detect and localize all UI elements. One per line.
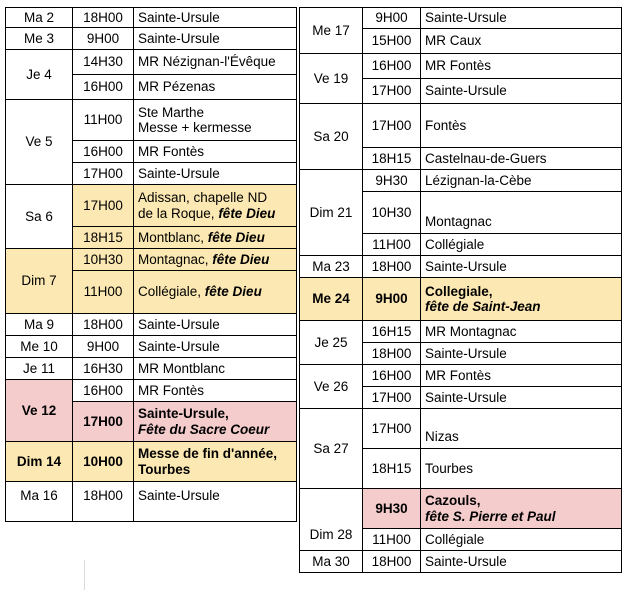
place-cell: Sainte-Ursule [134, 482, 297, 522]
time-cell: 18H00 [363, 343, 421, 365]
time-cell: 18H00 [73, 482, 134, 522]
day-cell: Ve 5 [6, 100, 73, 185]
place-cell: Sainte-Ursule [134, 314, 297, 336]
place-cell [421, 489, 622, 529]
place-cell: Collégiale [421, 529, 622, 551]
time-cell: 9H30 [363, 489, 421, 529]
place-cell: MR Montblanc [134, 358, 297, 380]
time-cell: 11H00 [363, 529, 421, 551]
place-prefix: Montagnac, [138, 251, 213, 267]
time-cell: 18H15 [363, 148, 421, 170]
time-cell: 9H00 [363, 8, 421, 29]
place-line: Collegiale, [425, 283, 493, 299]
place-cell: MR Pézenas [134, 75, 297, 100]
place-prefix: Collégiale, [138, 284, 205, 300]
feast-label: fête Dieu [212, 251, 270, 267]
day-cell: Ma 2 [6, 8, 73, 28]
place-cell: Sainte-Ursule [134, 163, 297, 185]
time-cell: 16H00 [73, 75, 134, 100]
feast-label: fête S. Pierre et Paul [425, 508, 556, 524]
place-cell: Sainte-Ursule [421, 256, 622, 278]
time-cell: 9H00 [73, 28, 134, 50]
time-cell: 18H00 [73, 8, 134, 28]
day-cell: Je 11 [6, 358, 73, 380]
place-line: Messe + kermesse [138, 120, 252, 135]
place-cell: MR Nézignan-l'Évêque [134, 50, 297, 75]
day-cell: Dim 21 [300, 170, 363, 256]
place-cell: MR Caux [421, 29, 622, 54]
place-cell: Sainte-Ursule [421, 387, 622, 409]
feast-label: Fête du Sacre Coeur [138, 421, 270, 437]
place-cell: Collégiale [421, 234, 622, 256]
day-cell: Ma 23 [300, 256, 363, 278]
place-cell [134, 185, 297, 227]
place-cell [134, 249, 297, 271]
time-cell: 17H00 [363, 104, 421, 148]
day-cell: Dim 28 [300, 489, 363, 551]
time-cell: 14H30 [73, 50, 134, 75]
place-cell [134, 402, 297, 442]
place-line: Sainte-Ursule, [138, 406, 229, 422]
time-cell: 18H00 [73, 314, 134, 336]
time-cell: 11H00 [73, 271, 134, 314]
place-cell: MR Fontès [421, 54, 622, 79]
schedule-table-left [5, 7, 297, 522]
day-cell: Ma 30 [300, 551, 363, 573]
day-cell: Dim 7 [6, 249, 73, 314]
place-cell: MR Fontès [421, 365, 622, 387]
time-cell: 17H00 [363, 409, 421, 449]
place-line: Cazouls, [425, 493, 481, 509]
place-cell [134, 227, 297, 249]
place-cell: Lézignan-la-Cèbe [421, 170, 622, 192]
schedule-table-right [299, 7, 622, 573]
place-cell: Montagnac [421, 192, 622, 234]
place-cell: Sainte-Ursule [421, 343, 622, 365]
time-cell: 18H00 [363, 256, 421, 278]
feast-label: fête de Saint-Jean [425, 299, 541, 314]
place-cell: MR Fontès [134, 380, 297, 402]
place-cell: Sainte-Ursule [134, 28, 297, 50]
day-cell: Je 25 [300, 321, 363, 365]
place-cell: Nizas [421, 409, 622, 449]
page-divider-line [84, 560, 85, 590]
time-cell: 18H15 [363, 449, 421, 489]
time-cell: 16H00 [363, 54, 421, 79]
place-cell: Sainte-Ursule [134, 8, 297, 28]
place-cell [134, 442, 297, 482]
day-cell: Me 17 [300, 8, 363, 54]
day-cell: Me 10 [6, 336, 73, 358]
place-cell: Sainte-Ursule [421, 551, 622, 573]
day-cell: Sa 20 [300, 104, 363, 170]
day-cell: Dim 14 [6, 442, 73, 482]
place-cell [421, 278, 622, 321]
place-cell: Sainte-Ursule [421, 8, 622, 29]
time-cell: 9H00 [363, 278, 421, 321]
time-cell: 10H30 [363, 192, 421, 234]
place-cell: MR Fontès [134, 141, 297, 163]
feast-label: fête Dieu [207, 229, 265, 245]
place-cell: MR Montagnac [421, 321, 622, 343]
day-cell: Ve 19 [300, 54, 363, 104]
feast-label: fête Dieu [218, 205, 276, 221]
time-cell: 15H00 [363, 29, 421, 54]
time-cell: 16H15 [363, 321, 421, 343]
time-cell: 16H00 [363, 365, 421, 387]
time-cell: 11H00 [363, 234, 421, 256]
place-prefix: de la Roque, [138, 205, 219, 221]
time-cell: 17H00 [73, 402, 134, 442]
day-cell: Ve 26 [300, 365, 363, 409]
place-cell: Tourbes [421, 449, 622, 489]
place-line: Tourbes [138, 461, 191, 477]
time-cell: 17H00 [73, 163, 134, 185]
place-line [138, 206, 292, 221]
day-cell: Je 4 [6, 50, 73, 100]
time-cell: 9H30 [363, 170, 421, 192]
day-cell: Ma 9 [6, 314, 73, 336]
place-line: Ste Marthe [138, 104, 205, 120]
place-cell: Fontès [421, 104, 622, 148]
feast-label: fête Dieu [204, 284, 262, 300]
time-cell: 16H30 [73, 358, 134, 380]
time-cell: 17H00 [363, 79, 421, 104]
time-cell: 10H00 [73, 442, 134, 482]
day-cell: Sa 6 [6, 185, 73, 249]
place-cell: Sainte-Ursule [421, 79, 622, 104]
time-cell: 16H00 [73, 141, 134, 163]
place-line: Messe de fin d'année, [138, 446, 278, 462]
place-cell [134, 100, 297, 141]
time-cell: 18H00 [363, 551, 421, 573]
time-cell: 17H00 [73, 185, 134, 227]
time-cell: 9H00 [73, 336, 134, 358]
place-cell: Castelnau-de-Guers [421, 148, 622, 170]
time-cell: 11H00 [73, 100, 134, 141]
day-cell: Ve 12 [6, 380, 73, 442]
day-cell: Me 3 [6, 28, 73, 50]
time-cell: 16H00 [73, 380, 134, 402]
day-cell: Sa 27 [300, 409, 363, 489]
day-cell: Ma 16 [6, 482, 73, 522]
place-cell: Sainte-Ursule [134, 336, 297, 358]
time-cell: 18H15 [73, 227, 134, 249]
place-line: Adissan, chapelle ND [138, 190, 268, 206]
day-cell: Me 24 [300, 278, 363, 321]
time-cell: 17H00 [363, 387, 421, 409]
place-prefix: Montblanc, [138, 229, 208, 245]
time-cell: 10H30 [73, 249, 134, 271]
place-cell [134, 271, 297, 314]
